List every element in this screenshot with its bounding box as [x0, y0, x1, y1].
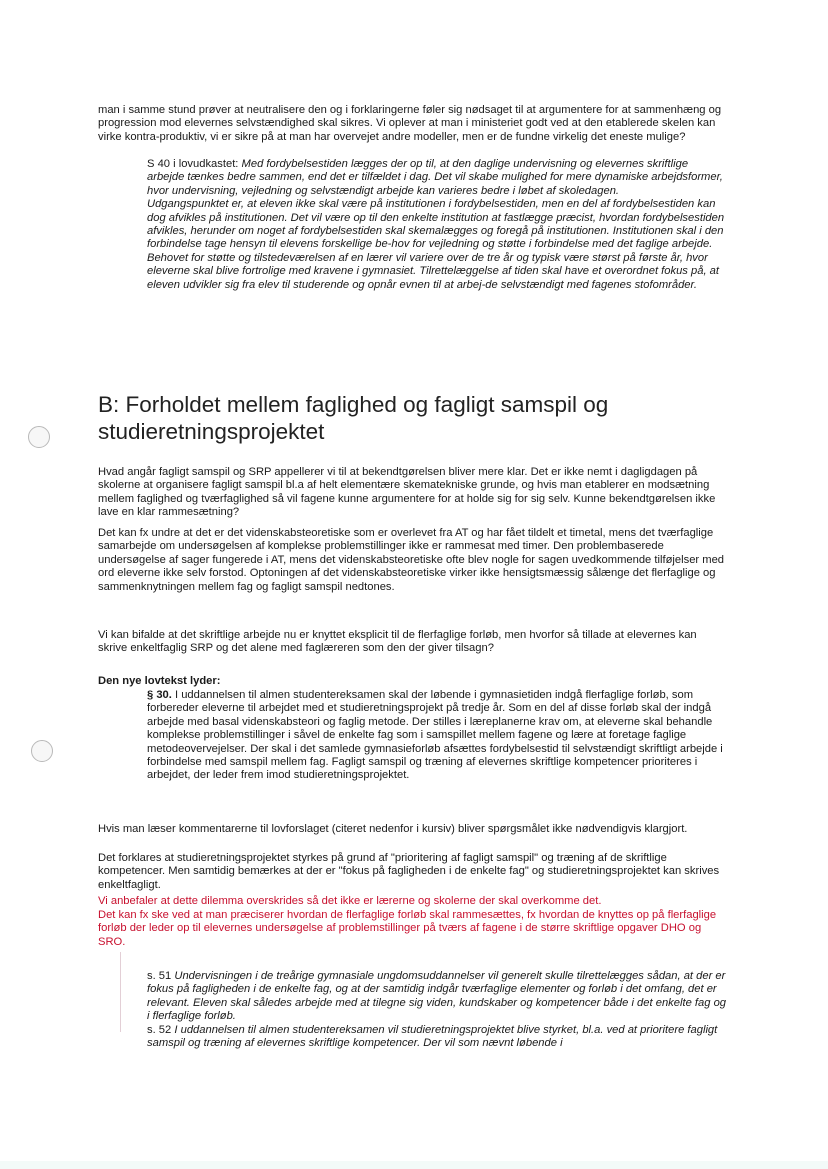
recommendation-red-2: Det kan fx ske ved at man præciserer hvordan de flerfaglige forløb skal rammesættes, fx hvordan de knyttes op på flerfaglige forløb der leder op til elevernes undersøgelse af problemstillinger på tværs af fagene i de større skriftlige opgaver DHO og SRO.: [98, 909, 717, 948]
s30-text: I uddannelsen til almen studentereksamen skal der løbende i gymnasietiden indgå flerfaglige forløb, som forbereder eleverne til arbejdet med et studieretningsprojekt på tredje år. Som en del af disse forløb skal der indgå arbejde med basal videnskabsteori og faglig metode. Der stilles i læreplanerne krav om, at eleverne skal behandle komplekse problemstillinger i såvel de enkelte fag som i samspillet mellem fagene og lære at foretage faglige metodeovervejelser. Der skal i det samlede gymnasieforløb afsættes fordybelsestid til selvstændigt skriftligt arbejde i forbindelse med samspil mellem fag. Fagligt samspil og træning af elevernes skriftlige kompetencer prioriteres i arbejdet, der leder frem imod studieretningsprojektet.: [147, 689, 723, 782]
s51-text: Undervisningen i de treårige gymnasiale ungdomsuddannelser vil generelt skulle tilrettelægges sådan, at der er fokus på fagligheden i de enkelte fag, og at der samtidig indgår tværfaglige elementer og forløb i det omfang, det er relevant. Eleven skal således arbejde med at tilegne sig viden, kundskaber og kompetencer både i det enkelte fag og i flerfaglige forløb.: [147, 970, 727, 1023]
lovtekst-label: Den nye lovtekst lyder:: [98, 675, 221, 687]
recommendation-red-1: Vi anbefaler at dette dilemma overskrides så det ikke er lærerne og skolerne der skal overkomme det.: [98, 895, 602, 907]
scan-bottom-edge: [0, 1161, 828, 1169]
section-b-paragraph-1: Hvad angår fagligt samspil og SRP appellerer vi til at bekendtgørelsen bliver mere klar. Det er ikke nemt i dagligdagen på skolerne at organisere fagligt samspil bl.a af helt elementære skematekniske grunde, og hvis man etablerer en modsætning mellem faglighed og tværfaglighed så vil fagene kunne argumentere for at holde sig for sig selv. Kunne bekendtgørelsen ikke lave en klar rammesætning?: [98, 466, 716, 519]
margin-annotation-line: [120, 952, 121, 1032]
s30-number: § 30.: [147, 689, 172, 701]
s51-s52-quote: [147, 970, 727, 1050]
section-b-paragraph-5: Det forklares at studieretningsprojektet styrkes på grund af "prioritering af fagligt samspil" og træning af de skriftlige kompetencer. Men samtidig bemærkes at der er "fokus på fagligheden i de enkelte fag" og studieretningsprojektet kan skrives enkeltfagligt.: [98, 852, 720, 891]
s40-text-1: Med fordybelsestiden lægges der op til, at den daglige undervisning og elevernes skriftlige arbejde tænkes bedre sammen, end det er tilfældet i dag. Det vil skabe mulighed for mere dynamiske arbejdsformer, hvor undervisning, vejledning og selvstændigt arbejde kan varieres bedre i løbet af skoledagen.: [147, 158, 723, 197]
s52-lead: s. 52: [147, 1023, 175, 1036]
section-b-paragraph-4: Hvis man læser kommentarerne til lovforslaget (citeret nedenfor i kursiv) bliver spørgsmålet ikke nødvendigvis klargjort.: [98, 823, 688, 835]
s40-paragraph-2: Udgangspunktet er, at eleven ikke skal være på institutionen i fordybelsestiden, men en del af fordybelsestiden kan dog afvikles på institutionen. Det vil være op til den enkelte institution at fastlægge præcist, hvordan fordybelsestiden afvikles, herunder om noget af fordybelsestiden skal skemalægges og foregå på institutionen. Institutionen skal i den forbindelse tage hensyn til elevens forskellige be-hov for vejledning og støtte i forbindelse med det faglige arbejde.: [147, 198, 725, 251]
s52-paragraph: [147, 1024, 727, 1051]
punch-hole-bottom: [31, 740, 53, 762]
s30-quote: [147, 689, 727, 783]
s40-quote: [147, 158, 727, 292]
s40-paragraph-1: [147, 158, 727, 198]
s51-lead: s. 51: [147, 970, 175, 982]
s40-lead: S 40 i lovudkastet:: [147, 158, 242, 170]
section-b-paragraph-3: Vi kan bifalde at det skriftlige arbejde nu er knyttet eksplicit til de flerfaglige forløb, men hvorfor så tillade at elevernes kan skrive enkeltfaglig SRP og det alene med faglæreren som den der giver tilsagn?: [98, 629, 697, 655]
section-b-heading: B: Forholdet mellem faglighed og fagligt samspil og studieretningsprojektet: [98, 392, 609, 444]
punch-hole-top: [28, 426, 50, 448]
s40-paragraph-3: Behovet for støtte og tilstedeværelsen af en lærer vil variere over de tre år og typisk være størst på første år, hvor eleverne skal blive fortrolige med kravene i gymnasiet. Tilrettelæggelse af tiden skal have et overordnet fokus på, at eleven udvikler sig fra elev til studerende og opnår evnen til at arbej-de selvstændigt med fagenes stofområder.: [147, 251, 720, 291]
s52-text: I uddannelsen til almen studentereksamen vil studieretningsprojektet blive styrket, bl.a. ved at prioritere fagligt samspil og træning af elevernes skriftlige kompetencer. Der vil som nævnt løbende i: [147, 1023, 718, 1050]
section-b-paragraph-2: Det kan fx undre at det er det videnskabsteoretiske som er overlevet fra AT og har fået tildelt et timetal, mens det tværfaglige samarbejde om undersøgelsen af komplekse problemstillinger ikke er rammesat med timer. Den problembaserede undersøgelse af sager fungerede i AT, mens det videnskabsteoretiske ofte blev nogle for sagen uvedkommende tilføjelser med ord eleverne ikke selv forstod. Optoningen af det videnskabsteoretiske virker ikke hensigtsmæssig sålænge det flerfaglige og sammenknytningen mellem fag og fagligt samspil nedtones.: [98, 527, 725, 593]
intro-paragraph: man i samme stund prøver at neutralisere den og i forklaringerne føler sig nødsaget til at argumentere for at sammenhæng og progression mod elevernes selvstændighed skal sikres. Vi oplever at man i ministeriet godt ved at den etablerede skelen kan virke kontra-produktiv, vi er sikre på at man har overvejet andre modeller, men er de fundne virkelig det eneste mulige?: [98, 104, 722, 143]
s51-paragraph: [147, 970, 727, 1024]
